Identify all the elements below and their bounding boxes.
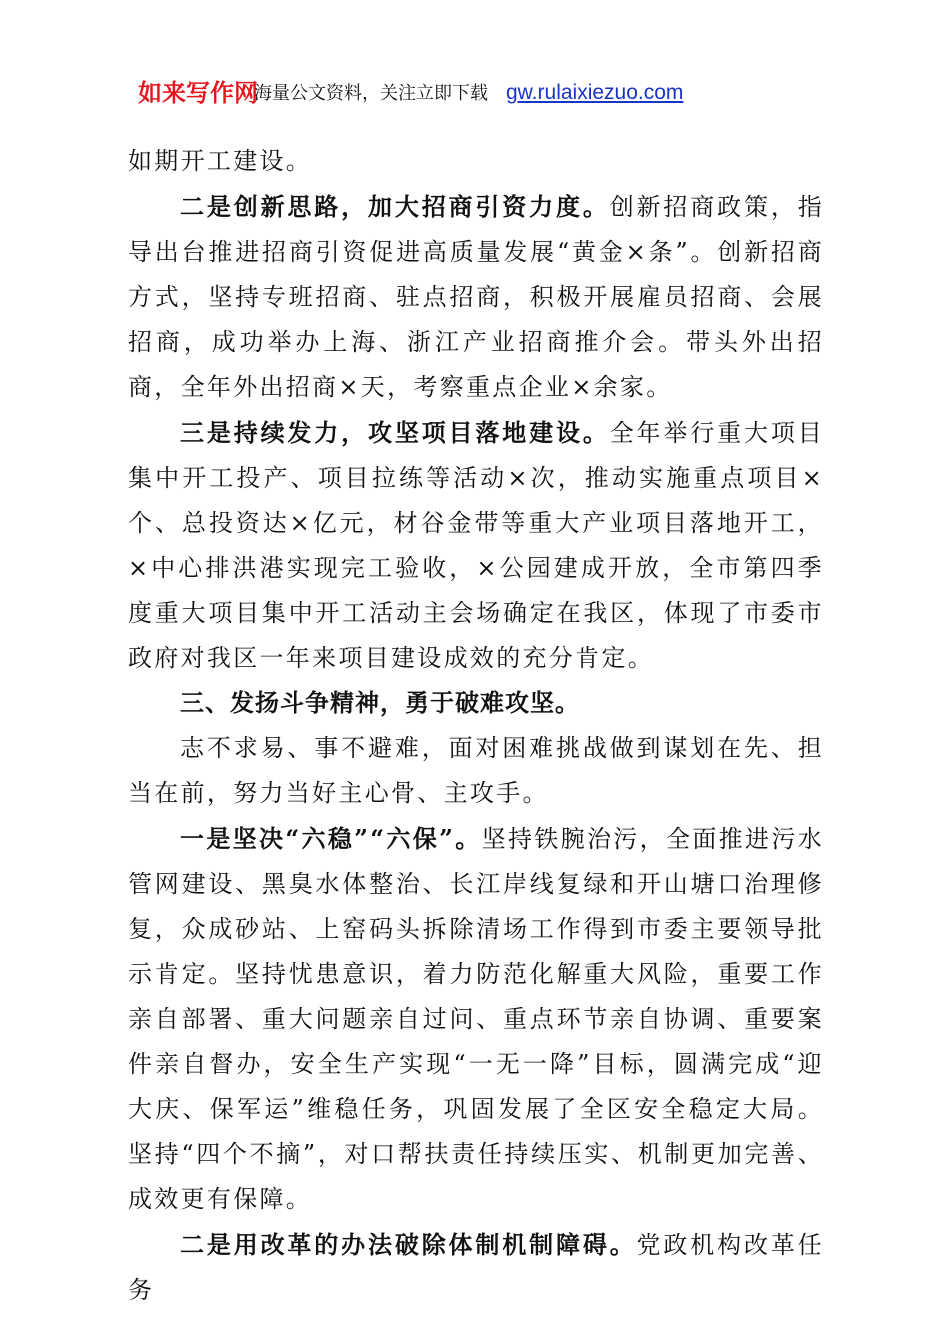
paragraph-continuation: 如期开工建设。 — [128, 147, 313, 175]
paragraph-stability: 一是坚决“六稳”“六保”。坚持铁腕治污，全面推进污水管网建设、黑臭水体整治、长江岸线复绿和开山塘口治理修复，众成砂站、上窑码头拆除清场工作得到市委主要领导批示肯定。坚持忧患意识，着力防范化解重大风险，重要工作亲自部署、重大问题亲自过问、重点环节亲自协调、重要案件亲自督办，安全生产实现“一无一降”目标，圆满完成“迎大庆、保军运”维稳任务，巩固发展了全区安全稳定大局。坚持“四个不摘”，对口帮扶责任持续压实、机制更加完善、成效更有保障。 — [128, 824, 824, 1213]
paragraph-lead: 二是用改革的办法破除体制机制障碍。 — [180, 1230, 637, 1259]
paragraph-lead: 一是坚决“六稳”“六保”。 — [180, 824, 482, 853]
paragraph-intro: 志不求易、事不避难，面对困难挑战做到谋划在先、担当在前，努力当好主心骨、主攻手。 — [128, 734, 824, 807]
document-body — [128, 139, 824, 1313]
paragraph-lead: 三是持续发力，攻坚项目落地建设。 — [180, 418, 610, 447]
header-tagline: 海量公文资料，关注立即下载 — [254, 83, 488, 104]
section-heading: 三、发扬斗争精神，勇于破难攻坚。 — [180, 689, 580, 717]
paragraph-projects: 三是持续发力，攻坚项目落地建设。全年举行重大项目集中开工投产、项目拉练等活动×次，推动实施重点项目×个、总投资达×亿元，材谷金带等重大产业项目落地开工，×中心排洪港实现完工验收，×公园建成开放，全市第四季度重大项目集中开工活动主会场确定在我区，体现了市委市政府对我区一年来项目建设成效的充分肯定。 — [128, 418, 824, 672]
site-logo: 如来写作网 — [138, 79, 258, 107]
paragraph-lead: 二是创新思路，加大招商引资力度。 — [180, 192, 610, 221]
paragraph-reform: 二是用改革的办法破除体制机制障碍。党政机构改革任务 — [128, 1230, 824, 1304]
paragraph-investment: 二是创新思路，加大招商引资力度。创新招商政策，指导出台推进招商引资促进高质量发展“黄金×条”。创新招商方式，坚持专班招商、驻点招商，积极开展雇员招商、会展招商，成功举办上海、浙江产业招商推介会。带头外出招商，全年外出招商×天，考察重点企业×余家。 — [128, 192, 824, 401]
site-link[interactable]: gw.rulaixiezuo.com — [506, 81, 684, 104]
